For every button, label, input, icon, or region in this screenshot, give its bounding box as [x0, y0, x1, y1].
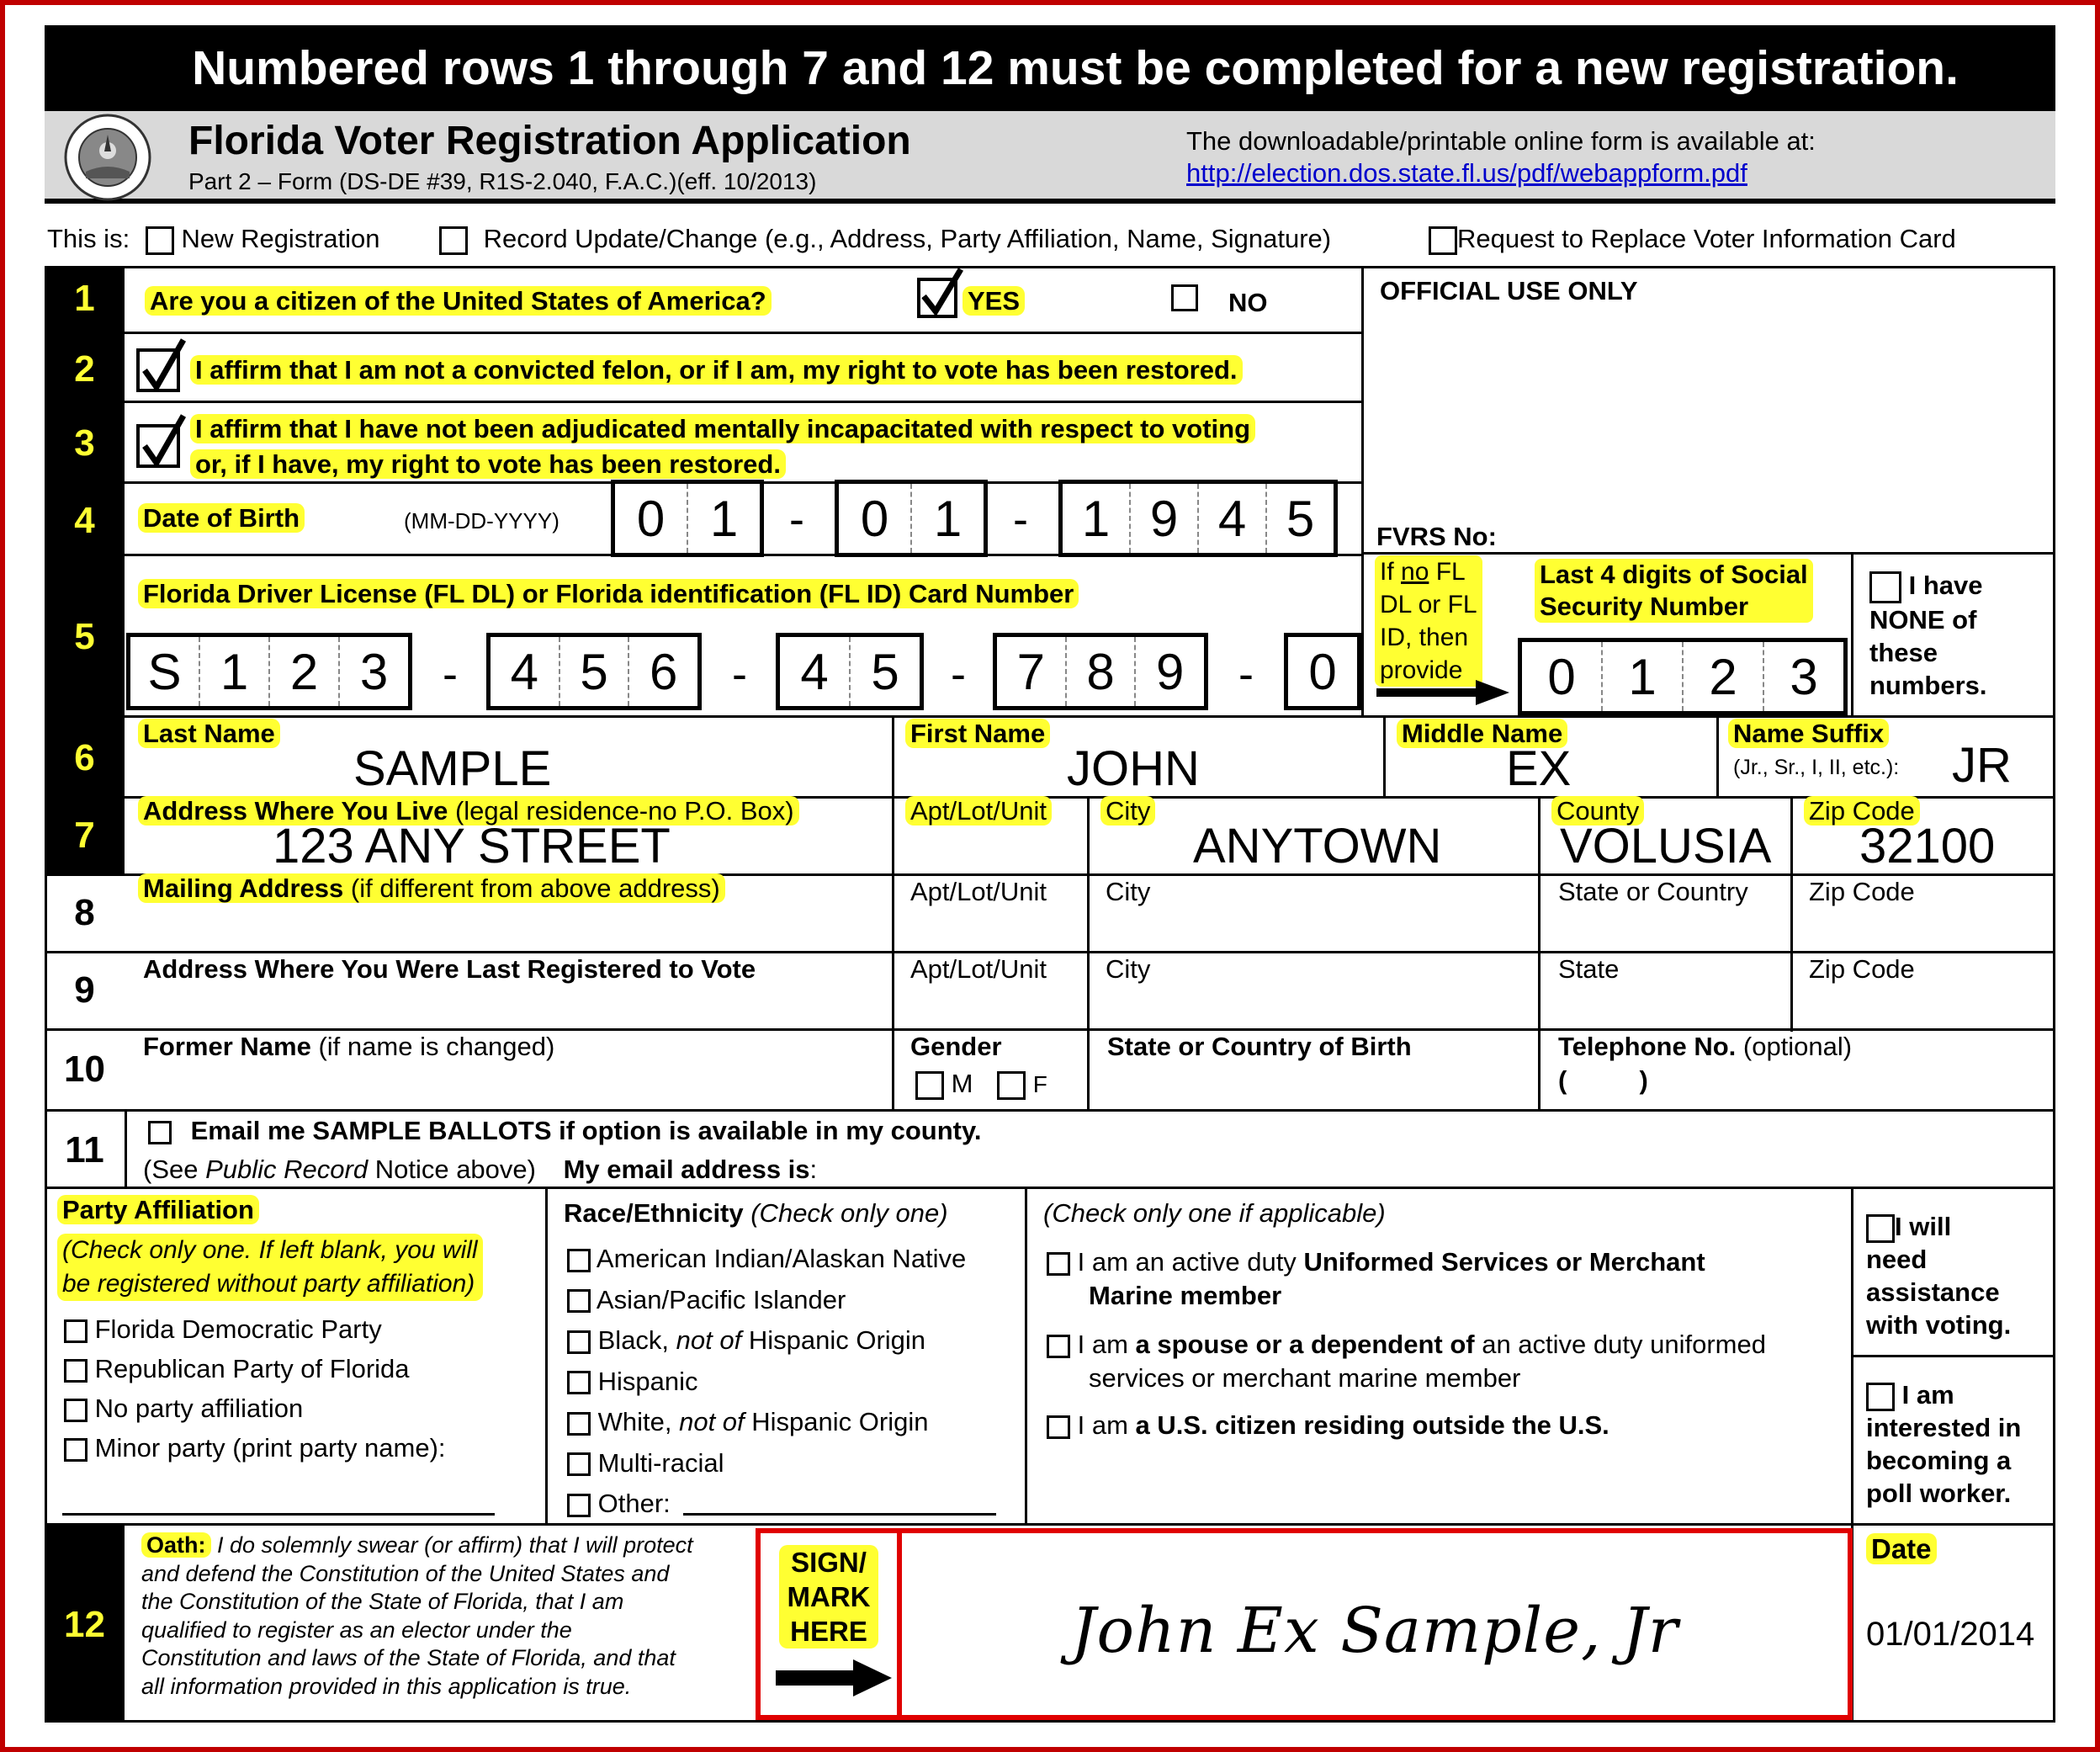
residence-label-bold: Address Where You Live — [143, 796, 448, 826]
middle-name-value[interactable]: EX — [1506, 741, 1572, 796]
residence-city-label — [1100, 796, 1155, 826]
if-no-line2: DL or FL — [1380, 591, 1477, 619]
fldl-char: 5 — [559, 637, 628, 706]
party-option-label: Minor party (print party name): — [94, 1433, 446, 1463]
residence-zip-value[interactable]: 32100 — [1859, 819, 1996, 873]
military-option-3[interactable] — [1047, 1410, 1609, 1441]
fldl-group-5[interactable] — [1284, 633, 1361, 710]
first-name-value[interactable]: JOHN — [1067, 741, 1200, 796]
military-o1-bold: Uniformed Services or Merchant — [1303, 1247, 1705, 1277]
residence-city-value[interactable]: ANYTOWN — [1193, 819, 1442, 873]
sample-ballot-option — [148, 1116, 982, 1146]
dob-year-field[interactable] — [1058, 480, 1338, 557]
fldl-separator: - — [443, 649, 458, 699]
dob-label-text: Date of Birth — [138, 503, 305, 533]
row-number-8: 8 — [74, 892, 95, 933]
none-line2: NONE of — [1869, 604, 1977, 634]
oath-line: I do solemnly swear (or affirm) that I will protect — [210, 1532, 693, 1558]
none-line4: numbers. — [1869, 670, 1987, 700]
former-name-bold: Former Name — [143, 1032, 311, 1061]
military-o2-bold: a spouse or a dependent of — [1135, 1330, 1475, 1359]
rule — [2053, 266, 2055, 1722]
record-update-checkbox[interactable] — [439, 226, 468, 255]
rule — [1538, 796, 1541, 1109]
citizen-yes-checkbox[interactable] — [917, 278, 957, 318]
ssn-digit: 2 — [1682, 642, 1763, 711]
rule — [125, 332, 1361, 334]
gender-m-label: M — [951, 1069, 973, 1098]
military-o1-line2: Marine member — [1089, 1281, 1282, 1310]
ssn-label — [1535, 559, 1813, 623]
oath-line: and defend the Constitution of the United States and — [141, 1560, 670, 1586]
race-checkbox[interactable] — [567, 1371, 591, 1394]
rule — [125, 401, 1361, 403]
mailing-zip-label: Zip Code — [1809, 877, 1915, 906]
fldl-char: 5 — [849, 637, 920, 706]
none-line3: these — [1869, 637, 1938, 667]
fldl-separator: - — [1238, 649, 1254, 699]
rule — [1716, 715, 1719, 796]
last-name-label — [138, 719, 280, 749]
residence-address-value[interactable]: 123 ANY STREET — [273, 819, 671, 873]
race-option[interactable] — [567, 1484, 966, 1525]
dob-separator: - — [789, 494, 804, 544]
dob-digit: 0 — [636, 490, 666, 547]
rule — [1361, 552, 2055, 555]
mailing-label-hint: (if different from above address) — [343, 873, 720, 903]
none-of-these — [1869, 569, 1987, 702]
military-o3-text: I am — [1077, 1410, 1136, 1440]
party-checkbox[interactable] — [64, 1359, 88, 1383]
new-registration-label: New Registration — [181, 224, 380, 253]
arrow-right-icon — [1376, 678, 1511, 711]
party-hint — [57, 1234, 483, 1301]
this-is-row — [47, 224, 379, 255]
birth-place-label: State or Country of Birth — [1107, 1032, 1412, 1061]
dob-day-field[interactable] — [835, 480, 988, 557]
race-checkbox[interactable] — [567, 1412, 591, 1436]
see-prefix: (See — [143, 1155, 206, 1184]
row-number-10: 10 — [64, 1049, 105, 1090]
race-options — [567, 1239, 966, 1525]
military-o2-line2: services or merchant marine member — [1089, 1363, 1521, 1393]
rule — [45, 1720, 2055, 1723]
sign-line3: HERE — [790, 1616, 867, 1647]
last-name-value[interactable]: SAMPLE — [353, 741, 552, 796]
row-number-12: 12 — [64, 1604, 105, 1645]
military-option-1[interactable] — [1047, 1245, 1705, 1313]
race-option[interactable] — [567, 1443, 966, 1484]
row-number-9: 9 — [74, 969, 95, 1011]
see-public-record: Public Record — [205, 1155, 369, 1184]
rule — [45, 1187, 2055, 1189]
signature-text: John Ex Sample, Jr — [1070, 1595, 1679, 1667]
race-option[interactable] — [567, 1280, 966, 1321]
military-hint: (Check only one if applicable) — [1043, 1198, 1386, 1228]
race-option-label: Hispanic — [597, 1366, 698, 1396]
first-name-label — [905, 719, 1050, 749]
fldl-char: 6 — [628, 637, 697, 706]
row-number-4: 4 — [74, 500, 95, 541]
row-number-5: 5 — [74, 616, 95, 657]
race-option[interactable] — [567, 1402, 966, 1443]
if-no-line3: ID, then — [1380, 624, 1469, 651]
military-o3-bold: a U.S. citizen residing outside the U.S. — [1135, 1410, 1609, 1440]
residence-apt-label — [905, 796, 1052, 826]
party-label-text: Party Affiliation — [57, 1195, 259, 1224]
race-option[interactable] — [567, 1362, 966, 1403]
date-label-text: Date — [1866, 1533, 1937, 1564]
record-update-option — [439, 224, 1331, 255]
fldl-char: 8 — [1065, 637, 1135, 706]
race-other-line[interactable] — [683, 1513, 996, 1516]
telephone-parens: ( ) — [1558, 1065, 1648, 1095]
party-checkbox[interactable] — [64, 1438, 88, 1462]
sample-ballot-text: Email me SAMPLE BALLOTS if option is available in my county. — [190, 1116, 982, 1145]
dob-digit: 0 — [860, 490, 889, 547]
this-is-label: This is: — [47, 224, 130, 253]
dob-digit: 1 — [1081, 490, 1111, 547]
mental-line1-text: I affirm that I have not been adjudicated mentally incapacitated with respect to voting — [190, 414, 1255, 443]
military-checkbox[interactable] — [1047, 1335, 1070, 1358]
mental-capacity-checkbox[interactable] — [136, 424, 180, 468]
row-number-11: 11 — [65, 1129, 104, 1171]
dob-label — [138, 503, 305, 534]
fldl-char: 3 — [338, 637, 408, 706]
sign-here-label — [779, 1545, 878, 1648]
form-subtitle: Part 2 – Form (DS-DE #39, R1S-2.040, F.A.C.)(eff. 10/2013) — [188, 168, 817, 194]
party-option[interactable] — [64, 1428, 446, 1468]
suffix-hint: (Jr., Sr., I, II, etc.): — [1733, 756, 1900, 779]
race-option-suffix: Hispanic Origin — [741, 1325, 926, 1355]
record-update-label: Record Update/Change (e.g., Address, Party Affiliation, Name, Signature) — [483, 224, 1332, 253]
last-registered-zip-label: Zip Code — [1809, 954, 1915, 984]
last-registered-label — [143, 954, 756, 985]
row-number-7: 7 — [74, 815, 95, 856]
felon-text: I affirm that I am not a convicted felon, or if I am, my right to vote has been restored. — [190, 355, 1243, 385]
state-seal-logo — [61, 113, 155, 202]
rule — [1851, 1355, 2055, 1357]
oath-label: Oath: — [141, 1532, 211, 1558]
official-use-label: OFFICIAL USE ONLY — [1380, 276, 1638, 305]
race-checkbox[interactable] — [567, 1249, 591, 1272]
row-number-2: 2 — [74, 348, 95, 390]
race-option-label: Other: — [597, 1489, 671, 1518]
yes-text: YES — [962, 286, 1025, 316]
dob-format: (MM-DD-YYYY) — [404, 508, 559, 534]
gender-f-checkbox[interactable] — [997, 1071, 1026, 1100]
last-registered-apt-label: Apt/Lot/Unit — [910, 954, 1047, 984]
fldl-label — [138, 579, 1079, 609]
fldl-group-4[interactable] — [993, 633, 1208, 710]
mental-capacity-line2 — [190, 449, 786, 480]
minor-party-line[interactable] — [62, 1513, 495, 1516]
rule — [45, 951, 2055, 953]
rule — [892, 715, 894, 1109]
email-colon: : — [809, 1155, 818, 1184]
military-o1-text: I am an active duty — [1077, 1247, 1304, 1277]
suffix-value[interactable]: JR — [1952, 738, 2012, 793]
fldl-group-3[interactable] — [776, 633, 924, 710]
sign-line1: SIGN/ — [791, 1547, 867, 1578]
party-hint2: be registered without party affiliation) — [62, 1270, 475, 1298]
party-option-label: No party affiliation — [94, 1394, 304, 1423]
fldl-group-1[interactable] — [126, 633, 412, 710]
ssn-label-line2: Security Number — [1540, 592, 1749, 621]
citizen-no-label: NO — [1228, 288, 1268, 317]
fldl-char: 4 — [800, 643, 829, 700]
date-label — [1866, 1533, 1937, 1565]
party-option[interactable] — [64, 1349, 446, 1388]
oath-line: Constitution and laws of the State of Florida, and that — [141, 1645, 676, 1670]
fldl-char: 2 — [268, 637, 338, 706]
fldl-char: 9 — [1134, 637, 1204, 706]
assist-line2: need — [1866, 1245, 1928, 1274]
oath-line: all information provided in this application is true. — [141, 1673, 632, 1699]
rule — [45, 266, 47, 1722]
if-no-suffix: FL — [1429, 558, 1466, 586]
military-o2-text: I am — [1077, 1330, 1136, 1359]
see-suffix: Notice above) — [368, 1155, 536, 1184]
banner — [45, 25, 2055, 111]
replace-card-label: Request to Replace Voter Information Card — [1457, 224, 1956, 253]
banner-text: Numbered rows 1 through 7 and 12 must be completed for a new registration. — [192, 41, 1959, 95]
party-hint1: (Check only one. If left blank, you will — [62, 1236, 478, 1264]
residence-city-text: City — [1100, 796, 1155, 826]
mental-capacity-line1 — [190, 414, 1255, 444]
race-option[interactable] — [567, 1320, 966, 1362]
military-checkbox[interactable] — [1047, 1415, 1070, 1439]
rule — [125, 1109, 127, 1187]
race-option-label: American Indian/Alaskan Native — [596, 1244, 967, 1273]
race-option[interactable] — [567, 1239, 966, 1280]
middle-name-label-text: Middle Name — [1397, 719, 1567, 748]
assist-line1: I will — [1895, 1212, 1952, 1241]
signature[interactable] — [902, 1545, 1848, 1717]
residence-county-text: County — [1551, 796, 1644, 826]
form-title: Florida Voter Registration Application — [188, 119, 911, 163]
assist-line4: with voting. — [1866, 1310, 2012, 1340]
race-option-suffix: Hispanic Origin — [744, 1407, 929, 1436]
race-checkbox[interactable] — [567, 1330, 591, 1354]
party-checkbox[interactable] — [64, 1319, 88, 1343]
sign-line2: MARK — [787, 1581, 871, 1612]
ssn-digit: 3 — [1763, 642, 1843, 711]
suffix-label-text: Name Suffix — [1728, 719, 1889, 748]
gender-f-label: F — [1032, 1071, 1047, 1097]
assist-line3: assistance — [1866, 1277, 2000, 1307]
fldl-separator: - — [951, 649, 966, 699]
race-not-of: not of — [679, 1407, 745, 1436]
none-of-these-checkbox[interactable] — [1869, 571, 1901, 603]
felon-checkbox[interactable] — [136, 348, 180, 392]
dob-digit: 1 — [910, 484, 984, 553]
party-option[interactable] — [64, 1309, 446, 1349]
dob-digit: 1 — [687, 484, 760, 553]
poll-worker-checkbox[interactable] — [1866, 1383, 1895, 1411]
fldl-char: 1 — [199, 637, 268, 706]
fldl-char: 0 — [1308, 643, 1337, 700]
poll-worker-option — [1866, 1378, 2021, 1510]
last-name-label-text: Last Name — [138, 719, 280, 748]
last-registered-prefix: Address Where You Were Last — [143, 954, 528, 984]
poll-line4: poll worker. — [1866, 1479, 2012, 1508]
race-checkbox[interactable] — [567, 1289, 591, 1313]
email-label: My email address is — [563, 1155, 810, 1184]
row-number-1: 1 — [74, 278, 95, 319]
date-value[interactable]: 01/01/2014 — [1866, 1616, 2035, 1653]
ssn-digit: 0 — [1547, 648, 1576, 705]
party-label — [57, 1195, 259, 1225]
dob-digit: 9 — [1129, 484, 1197, 553]
rule — [45, 1109, 2055, 1112]
email-row — [143, 1155, 817, 1185]
mailing-address-label — [138, 873, 725, 904]
race-option-label: Black, — [597, 1325, 676, 1355]
sample-ballot-checkbox[interactable] — [148, 1121, 172, 1144]
oath-text — [141, 1532, 740, 1701]
race-checkbox[interactable] — [567, 1494, 591, 1517]
party-option-label: Republican Party of Florida — [94, 1354, 410, 1383]
download-link[interactable]: http://election.dos.state.fl.us/pdf/webappform.pdf — [1186, 158, 1747, 188]
mailing-apt-label: Apt/Lot/Unit — [910, 877, 1047, 906]
mailing-label-bold: Mailing Address — [143, 873, 344, 903]
former-name-label — [143, 1032, 554, 1062]
telephone-bold: Telephone No. — [1558, 1032, 1737, 1061]
military-checkbox[interactable] — [1047, 1252, 1070, 1276]
former-name-hint: (if name is changed) — [310, 1032, 555, 1061]
rule — [1790, 796, 1793, 1032]
rule — [1361, 266, 1364, 715]
race-label-bold: Race/Ethnicity — [564, 1198, 744, 1228]
rule — [45, 1028, 2055, 1031]
party-checkbox[interactable] — [64, 1399, 88, 1422]
dob-separator: - — [1013, 494, 1028, 544]
telephone-hint: (optional) — [1736, 1032, 1853, 1061]
citizen-question-text: Are you a citizen of the United States of America? — [145, 286, 772, 316]
poll-line1: I am — [1901, 1380, 1954, 1410]
dob-digit: 5 — [1265, 484, 1334, 553]
telephone-label — [1558, 1032, 1852, 1062]
party-options — [64, 1309, 446, 1468]
residence-apt-text: Apt/Lot/Unit — [905, 796, 1052, 826]
citizen-question — [145, 286, 772, 316]
fldl-char: 7 — [1016, 643, 1046, 700]
gender-options — [915, 1069, 1047, 1100]
citizen-yes-label — [962, 286, 1025, 316]
new-registration-checkbox[interactable] — [146, 226, 174, 255]
mailing-city-label: City — [1106, 877, 1151, 906]
fldl-char: 4 — [510, 643, 539, 700]
none-line1: I have — [1908, 571, 1983, 600]
rule — [545, 1187, 548, 1523]
ssn-field[interactable] — [1518, 638, 1848, 715]
residence-zip-text: Zip Code — [1804, 796, 1920, 826]
mailing-state-label: State or Country — [1558, 877, 1748, 906]
residence-county-value[interactable]: VOLUSIA — [1560, 819, 1772, 873]
suffix-label — [1728, 719, 1889, 749]
rule — [1851, 552, 1853, 715]
replace-card-checkbox[interactable] — [1429, 226, 1457, 255]
row-number-6: 6 — [74, 737, 95, 778]
fldl-separator: - — [732, 649, 747, 699]
race-option-label: Asian/Pacific Islander — [596, 1284, 846, 1314]
fldl-label-text: Florida Driver License (FL DL) or Florida identification (FL ID) Card Number — [138, 579, 1079, 608]
download-text: The downloadable/printable online form is available at: — [1186, 126, 1816, 156]
assistance-option — [1866, 1210, 2011, 1341]
oath-line: the Constitution of the State of Florida, that I am — [141, 1589, 624, 1614]
if-no-fldl-note — [1375, 555, 1482, 687]
replace-card-option — [1429, 224, 1956, 255]
party-option[interactable] — [64, 1388, 446, 1428]
fvrs-label: FVRS No: — [1376, 522, 1497, 551]
residence-label-hint: (legal residence-no P.O. Box) — [448, 796, 794, 826]
if-no-prefix: If — [1380, 558, 1402, 586]
ssn-label-line1: Last 4 digits of Social — [1540, 560, 1808, 589]
if-no-underlined: no — [1401, 558, 1429, 586]
race-hint: (Check only one) — [743, 1198, 948, 1228]
poll-line2: interested in — [1866, 1413, 2022, 1442]
race-label — [564, 1198, 948, 1229]
gender-label: Gender — [910, 1032, 1002, 1061]
assistance-checkbox[interactable] — [1866, 1214, 1895, 1243]
citizen-no-checkbox[interactable] — [1171, 284, 1198, 311]
race-checkbox[interactable] — [567, 1452, 591, 1476]
oath-line: qualified to register as an elector under the — [141, 1617, 572, 1643]
row-number-3: 3 — [74, 422, 95, 464]
fldl-char: S — [147, 643, 182, 700]
if-no-line1 — [1380, 555, 1477, 588]
military-o2-rest: an active duty uniformed — [1474, 1330, 1766, 1359]
rule — [125, 715, 2055, 718]
party-option-label: Florida Democratic Party — [94, 1314, 382, 1344]
race-option-label: White, — [597, 1407, 680, 1436]
rule — [1383, 715, 1386, 796]
poll-line3: becoming a — [1866, 1446, 2012, 1475]
last-registered-suffix: Registered to Vote — [527, 954, 756, 984]
military-option-2[interactable] — [1047, 1328, 1766, 1395]
fldl-group-2[interactable] — [486, 633, 702, 710]
if-no-line4: provide — [1380, 656, 1463, 684]
race-option-label: Multi-racial — [597, 1447, 724, 1478]
rule — [45, 1523, 2055, 1526]
ssn-digit: 1 — [1601, 642, 1682, 711]
rule — [1087, 796, 1090, 1109]
rule — [45, 266, 2055, 268]
last-registered-state-label: State — [1558, 954, 1620, 984]
last-registered-city-label: City — [1106, 954, 1151, 984]
rule — [1025, 1187, 1027, 1523]
gender-m-checkbox[interactable] — [915, 1071, 944, 1100]
first-name-label-text: First Name — [905, 719, 1050, 748]
felon-affirmation — [190, 355, 1243, 385]
mental-line2-text: or, if I have, my right to vote has been restored. — [190, 449, 786, 479]
sign-arrow-icon — [776, 1658, 894, 1702]
dob-digit: 4 — [1197, 484, 1265, 553]
dob-month-field[interactable] — [611, 480, 764, 557]
race-not-of: not of — [676, 1325, 742, 1355]
